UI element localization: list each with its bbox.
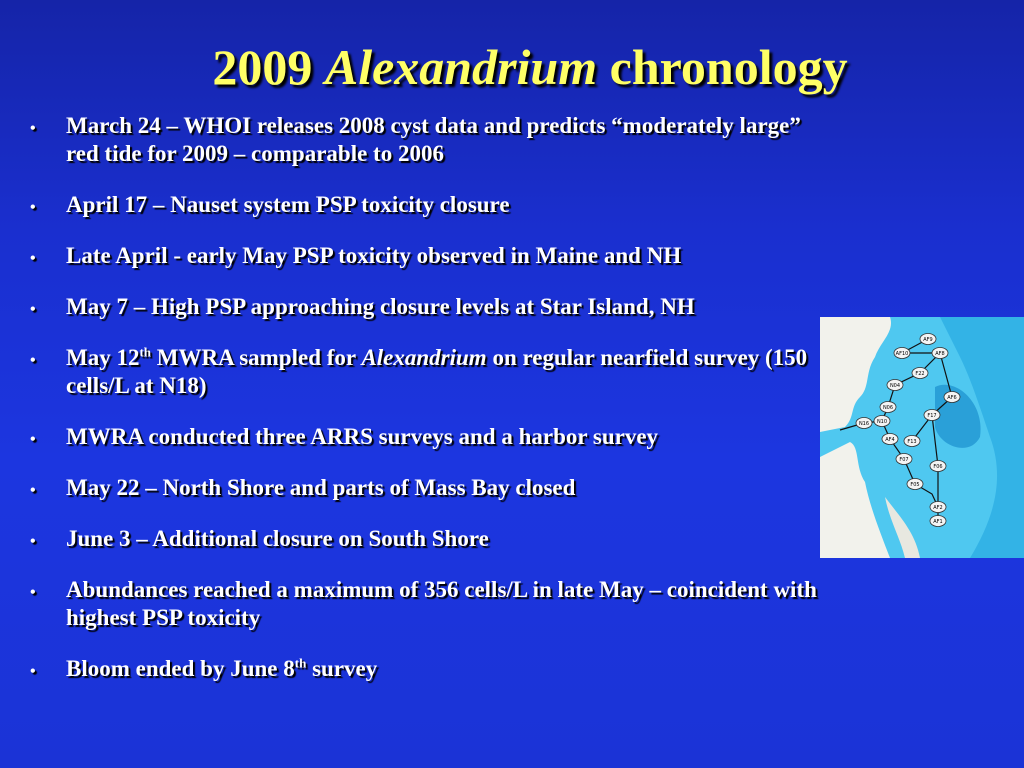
station-label: F17 xyxy=(927,413,937,419)
land-south xyxy=(820,442,890,558)
station-label: F05 xyxy=(910,482,920,488)
bullet-dot-icon: • xyxy=(30,301,36,318)
station-label: N10 xyxy=(876,419,888,425)
bullet-item xyxy=(28,112,818,168)
bullet-text: MWRA sampled for xyxy=(151,345,362,370)
bullet-dot-icon: • xyxy=(30,584,36,601)
bullet-text: survey xyxy=(306,656,378,681)
bullet-text: May 7 – High PSP approaching closure levels at Star Island, NH xyxy=(66,294,695,319)
bullet-text: June 3 – Additional closure on South Shore xyxy=(66,526,489,551)
station-label: F22 xyxy=(915,371,925,377)
bullet-item xyxy=(28,655,818,683)
bullet-dot-icon: • xyxy=(30,431,36,448)
station-label: N16 xyxy=(858,421,870,427)
bullet-item xyxy=(28,293,818,321)
station-label: AF1 xyxy=(933,519,943,525)
bullet-item xyxy=(28,576,818,632)
bullet-text: April 17 – Nauset system PSP toxicity closure xyxy=(66,192,510,217)
land-north xyxy=(820,317,894,432)
station-label: F06 xyxy=(933,464,943,470)
superscript: th xyxy=(139,344,152,360)
bullet-dot-icon: • xyxy=(30,663,36,680)
station-label: F13 xyxy=(907,439,917,445)
bullet-item xyxy=(28,474,818,502)
bullet-text: March 24 – WHOI releases 2008 cyst data and predicts “moderately large” red tide for 2009 – comparable to 2006 xyxy=(66,113,801,166)
station-label: AF9 xyxy=(923,337,933,343)
bullet-dot-icon: • xyxy=(30,199,36,216)
station-map-graphic xyxy=(820,317,1024,558)
station-label: AF4 xyxy=(885,437,895,443)
station-label: AF10 xyxy=(895,351,909,357)
title-word: chronology xyxy=(609,39,848,95)
bullet-item xyxy=(28,525,818,553)
title-species: Alexandrium xyxy=(324,39,598,95)
station-label: F07 xyxy=(899,457,909,463)
station-label: AF6 xyxy=(947,395,957,401)
slide-title xyxy=(0,39,1024,95)
survey-station-map xyxy=(820,317,1024,558)
bullet-text: Abundances reached a maximum of 356 cells/L in late May – coincident with highest PSP toxicity xyxy=(66,577,817,630)
bullet-list xyxy=(28,112,818,706)
station-label: AF2 xyxy=(933,505,943,511)
bullet-item xyxy=(28,242,818,270)
bullet-text: May 12 xyxy=(66,345,140,370)
bullet-text: on regular nearfield survey (150 cells/L at N18) xyxy=(66,345,808,398)
station-label: N04 xyxy=(889,383,901,389)
bullet-text: Late April - early May PSP toxicity observed in Maine and NH xyxy=(66,243,682,268)
station-label: AF8 xyxy=(935,351,945,357)
bullet-text: Bloom ended by June 8 xyxy=(66,656,295,681)
bullet-dot-icon: • xyxy=(30,482,36,499)
bullet-item xyxy=(28,191,818,219)
bullet-dot-icon: • xyxy=(30,120,36,137)
superscript: th xyxy=(294,655,307,671)
station-label: N06 xyxy=(882,405,894,411)
bullet-text: MWRA conducted three ARRS surveys and a harbor survey xyxy=(66,424,659,449)
bullet-dot-icon: • xyxy=(30,533,36,550)
bullet-text: May 22 – North Shore and parts of Mass Bay closed xyxy=(66,475,576,500)
bullet-dot-icon: • xyxy=(30,250,36,267)
bullet-italic-text: Alexandrium xyxy=(361,345,487,370)
bullet-item xyxy=(28,423,818,451)
title-year: 2009 xyxy=(212,39,313,95)
cape-shore xyxy=(885,497,920,558)
bullet-dot-icon: • xyxy=(30,352,36,369)
bullet-item xyxy=(28,344,818,400)
